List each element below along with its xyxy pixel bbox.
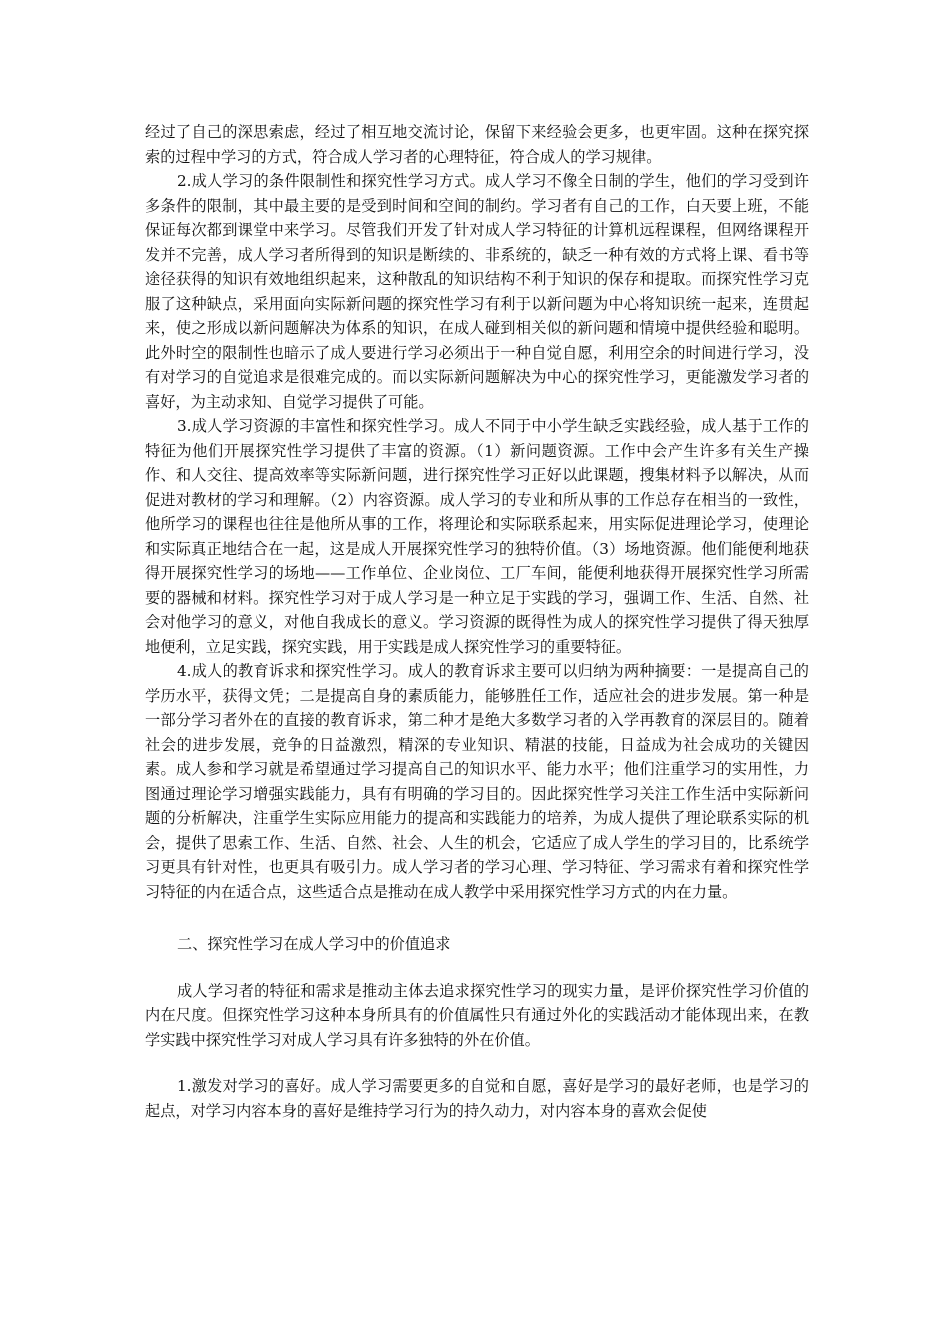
paragraph-value-1: 1.激发对学习的喜好。成人学习需要更多的自觉和自愿，喜好是学习的最好老师，也是学习的起点，对学习内容本身的喜好是维持学习行为的持久动力，对内容本身的喜欢会促使 (145, 1077, 809, 1120)
paragraph-point-2: 2.成人学习的条件限制性和探究性学习方式。成人学习不像全日制的学生，他们的学习受到许多条件的限制，其中最主要的是受到时间和空间的制约。学习者有自己的工作，白天要上班，不能保证每次都到课堂中来学习。尽管我们开发了针对成人学习特征的计算机远程课程，但网络课程开发并不完善，成人学习者所得到的知识是断续的、非系统的，缺乏一种有效的方式将上课、看书等途径获得的知识有效地组织起来，这种散乱的知识结构不利于知识的保存和提取。而探究性学习克服了这种缺点，采用面向实际新问题的探究性学习有利于以新问题为中心将知识统一起来，连贯起来，使之形成以新问题解决为体系的知识，在成人碰到相关似的新问题和情境中提供经验和聪明。此外时空的限制性也暗示了成人要进行学习必须出于一种自觉自愿，利用空余的时间进行学习，没有对学习的自觉追求是很难完成的。而以实际新问题解决为中心的探究性学习，更能激发学习者的喜好，为主动求知、自觉学习提供了可能。 (145, 172, 809, 411)
paragraph-continuation: 经过了自己的深思索虑，经过了相互地交流讨论，保留下来经验会更多，也更牢固。这种在探究探索的过程中学习的方式，符合成人学习者的心理特征，符合成人的学习规律。 (145, 123, 809, 166)
paragraph-point-3: 3.成人学习资源的丰富性和探究性学习。成人不同于中小学生缺乏实践经验，成人基于工作的特征为他们开展探究性学习提供了丰富的资源。（1）新问题资源。工作中会产生许多有关生产操作、和人交往、提高效率等实际新问题，进行探究性学习正好以此课题，搜集材料予以解决，从而促进对教材的学习和理解。（2）内容资源。成人学习的专业和所从事的工作总存在相当的一致性，他所学习的课程也往往是他所从事的工作，将理论和实际联系起来，用实际促进理论学习，使理论和实际真正地结合在一起，这是成人开展探究性学习的独特价值。（3）场地资源。他们能便利地获得开展探究性学习的场地——工作单位、企业岗位、工厂车间，能便利地获得开展探究性学习所需要的器械和材料。探究性学习对于成人学习是一种立足于实践的学习，强调工作、生活、自然、社会对他学习的意义，对他自我成长的意义。学习资源的既得性为成人的探究性学习提供了得天独厚地便利，立足实践，探究实践，用于实践是成人探究性学习的重要特征。 (145, 417, 809, 656)
paragraph-point-4: 4.成人的教育诉求和探究性学习。成人的教育诉求主要可以归纳为两种摘要：一是提高自己的学历水平，获得文凭；二是提高自身的素质能力，能够胜任工作，适应社会的进步发展。第一种是一部分学习者外在的直接的教育诉求，第二种才是绝大多数学习者的入学再教育的深层目的。随着社会的进步发展，竞争的日益激烈，精深的专业知识、精湛的技能，日益成为社会成功的关键因素。成人参和学习就是希望通过学习提高自己的知识水平、能力水平；他们注重学习的实用性，力图通过理论学习增强实践能力，具有有明确的学习目的。因此探究性学习关注工作生活中实际新问题的分析解决，注重学生实际应用能力的提高和实践能力的培养，为成人提供了理论联系实际的机会，提供了思索工作、生活、自然、社会、人生的机会，它适应了成人学生的学习目的，比系统学习更具有针对性，也更具有吸引力。成人学习者的学习心理、学习特征、学习需求有着和探究性学习特征的内在适合点，这些适合点是推动在成人教学中采用探究性学习方式的内在力量。 (145, 662, 809, 901)
document-page (145, 120, 809, 1123)
section-heading: 二、探究性学习在成人学习中的价值追求 (177, 935, 451, 953)
section-intro-paragraph: 成人学习者的特征和需求是推动主体去追求探究性学习的现实力量，是评价探究性学习价值的内在尺度。但探究性学习这种本身所具有的价值属性只有通过外化的实践活动才能体现出来，在教学实践中探究性学习对成人学习具有许多独特的外在价值。 (145, 981, 809, 1049)
